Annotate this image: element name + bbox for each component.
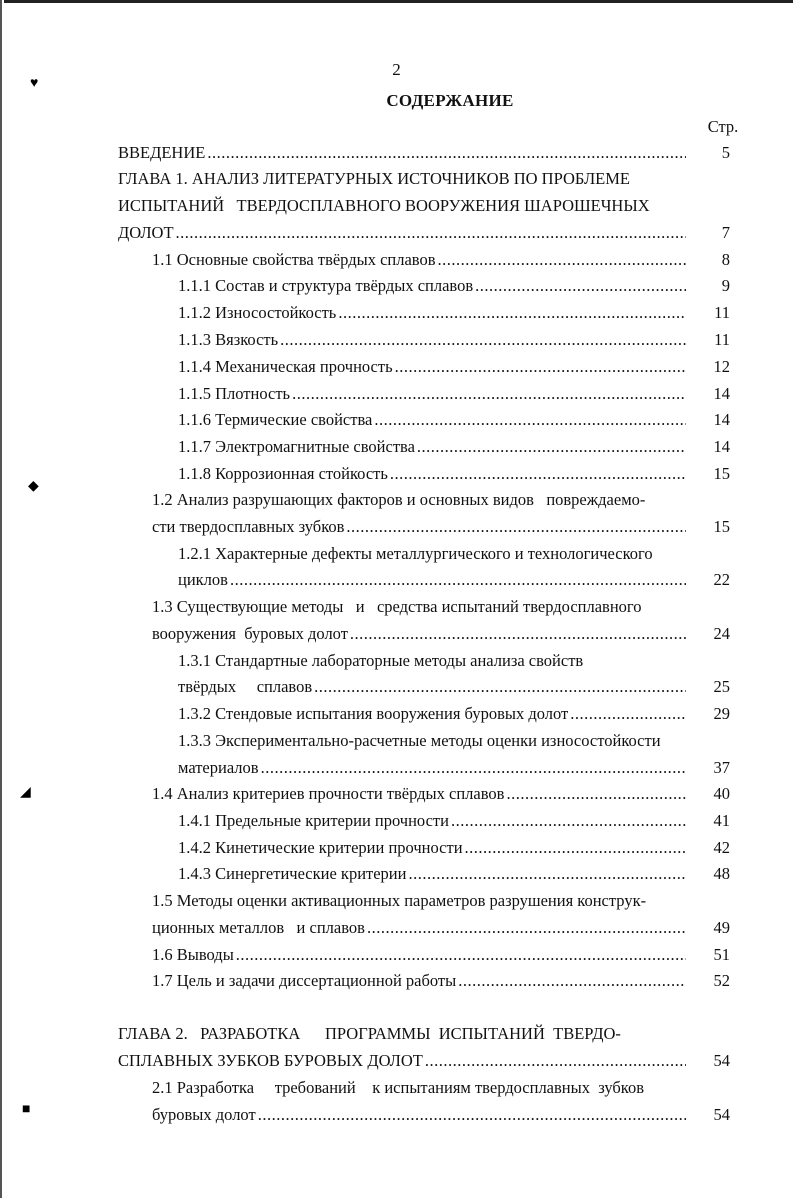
toc-entry: ГЛАВА 2. РАЗРАБОТКА ПРОГРАММЫ ИСПЫТАНИЙ ТВЕРДО- <box>118 1024 621 1043</box>
scan-speck: ♥ <box>30 76 39 91</box>
toc-page-number: 14 <box>713 437 730 456</box>
toc-page-number: 11 <box>714 303 730 322</box>
toc-page-number: 25 <box>713 677 730 696</box>
toc-page-number: 12 <box>713 357 730 376</box>
toc-page-number: 40 <box>713 784 730 803</box>
toc-page-number: 48 <box>713 864 730 883</box>
toc-entry: ГЛАВА 1. АНАЛИЗ ЛИТЕРАТУРНЫХ ИСТОЧНИКОВ ПО ПРОБЛЕМЕ <box>118 169 630 188</box>
toc-entry: 1.4.2 Кинетические критерии прочности ..... <box>178 834 686 861</box>
toc-entry: ИСПЫТАНИЙ ТВЕРДОСПЛАВНОГО ВООРУЖЕНИЯ ШАРОШЕЧНЫХ <box>118 196 650 215</box>
toc-entry: 1.3.2 Стендовые испытания вооружения буровых долот ..... <box>178 700 686 727</box>
toc-page-number: 29 <box>713 704 730 723</box>
toc-page-number: 9 <box>721 276 730 295</box>
page-title: СОДЕРЖАНИЕ <box>386 91 514 110</box>
toc-page-number: 41 <box>713 811 730 830</box>
toc-entry: 1.1.3 Вязкость ..... <box>178 326 686 353</box>
toc-entry: 1.1.4 Механическая прочность ..... <box>178 353 686 380</box>
toc-page-number: 14 <box>713 384 730 403</box>
toc-entry: 1.6 Выводы ..... <box>152 941 686 968</box>
scan-speck: ◆ <box>28 479 39 494</box>
toc-page-number: 15 <box>713 464 730 483</box>
toc-page-number: 49 <box>713 918 730 937</box>
toc-entry: 1.1.2 Износостойкость ..... <box>178 299 686 326</box>
scan-border-left <box>0 0 2 1198</box>
toc-page-number: 15 <box>713 517 730 536</box>
page-column-label: Стр. <box>707 117 739 136</box>
toc-page-number: 24 <box>713 624 730 643</box>
toc-page-number: 14 <box>713 410 730 429</box>
toc-page-number: 7 <box>721 223 730 242</box>
toc-entry: ДОЛОТ ..... <box>118 219 686 246</box>
toc-page-number: 8 <box>721 250 730 269</box>
toc-entry: 1.1.5 Плотность ..... <box>178 380 686 407</box>
toc-entry: буровых долот ..... <box>152 1101 686 1128</box>
toc-entry: ВВЕДЕНИЕ ..... <box>118 139 686 166</box>
toc-page-number: 52 <box>713 971 730 990</box>
toc-entry: 1.1.6 Термические свойства ..... <box>178 406 686 433</box>
toc-entry: 1.2 Анализ разрушающих факторов и основных видов повреждаемо- <box>152 490 646 509</box>
toc-entry: 1.1.7 Электромагнитные свойства ..... <box>178 433 686 460</box>
scan-border-top <box>4 0 793 3</box>
toc-page-number: 11 <box>714 330 730 349</box>
toc-entry: ционных металлов и сплавов ..... <box>152 914 686 941</box>
toc-entry: сти твердосплавных зубков ..... <box>152 513 686 540</box>
toc-entry: 1.1.8 Коррозионная стойкость ..... <box>178 460 686 487</box>
scan-speck: ◢ <box>20 785 31 800</box>
page-number: 2 <box>392 60 401 79</box>
toc-entry: материалов ..... <box>178 754 686 781</box>
toc-page-number: 37 <box>713 758 730 777</box>
toc-entry: 1.3.3 Экспериментально-расчетные методы оценки износостойкости <box>178 731 661 750</box>
toc-entry: СПЛАВНЫХ ЗУБКОВ БУРОВЫХ ДОЛОТ ..... <box>118 1047 686 1074</box>
toc-entry: 1.4.1 Предельные критерии прочности ..... <box>178 807 686 834</box>
toc-entry: 1.7 Цель и задачи диссертационной работы ..... <box>152 967 686 994</box>
toc-entry: 1.2.1 Характерные дефекты металлургического и технологического <box>178 544 653 563</box>
scan-speck: ■ <box>22 1102 31 1117</box>
toc-page-number: 42 <box>713 838 730 857</box>
toc-page-number: 5 <box>721 143 730 162</box>
toc-entry: 1.5 Методы оценки активационных параметров разрушения конструк- <box>152 891 647 910</box>
toc-entry: 1.3.1 Стандартные лабораторные методы анализа свойств <box>178 651 584 670</box>
toc-page-number: 22 <box>713 570 730 589</box>
toc-entry: вооружения буровых долот ..... <box>152 620 686 647</box>
toc-entry: 1.4.3 Синергетические критерии ..... <box>178 860 686 887</box>
toc-page-number: 54 <box>713 1105 730 1124</box>
toc-entry: 1.4 Анализ критериев прочности твёрдых сплавов ..... <box>152 780 686 807</box>
toc-entry: циклов ..... <box>178 566 686 593</box>
toc-page-number: 51 <box>713 945 730 964</box>
toc-entry: 2.1 Разработка требований к испытаниям твердосплавных зубков <box>152 1078 645 1097</box>
toc-entry: 1.1 Основные свойства твёрдых сплавов ..... <box>152 246 686 273</box>
toc-page-number: 54 <box>713 1051 730 1070</box>
toc-entry: твёрдых сплавов ..... <box>178 673 686 700</box>
toc-entry: 1.3 Существующие методы и средства испытаний твердосплавного <box>152 597 642 616</box>
toc-entry: 1.1.1 Состав и структура твёрдых сплавов ..... <box>178 272 686 299</box>
